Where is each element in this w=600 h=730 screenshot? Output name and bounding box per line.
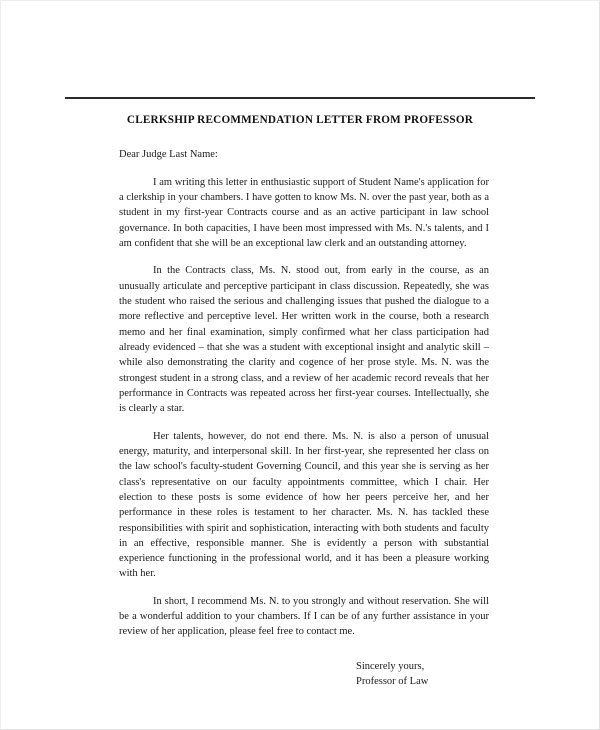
signer-title: Professor of Law — [356, 675, 429, 687]
body-paragraph: Her talents, however, do not end there. Ms. N. is also a person of unusual energy, maturity, and interpersonal skill. In her first-year, she represented her class on the law school's faculty-student Governing Council, and this year she is serving as her class's representative on our faculty appointments committee, which I chair. Her election to these posts is some evidence of how her peers perceive her, and her performance in these roles is testament to her character. Ms. N. has tackled these responsibilities with spirit and sophistication, interacting with both students and faculty in an effective, responsible manner. She is evidently a person with substantial experience functioning in the professional world, and it has been a pleasure working with her. — [119, 430, 489, 580]
header-divider-rule — [65, 97, 535, 99]
salutation-line: Dear Judge Last Name: — [119, 149, 218, 161]
signature-block — [356, 660, 536, 690]
body-paragraphs — [119, 175, 489, 640]
valediction: Sincerely yours, — [356, 660, 425, 672]
body-paragraph: In the Contracts class, Ms. N. stood out, from early in the course, as an unusually articulate and perceptive participant in class discussion. Repeatedly, she was the student who raised the serious and challenging issues that pushed the dialogue to a more reflective and perceptive level. Her written work in the course, both a research memo and her final examination, simply confirmed what her class participation had already evidenced – that she was a student with exceptional insight and analytic skill – while also demonstrating the clarity and cogence of her prose style. Ms. N. was the strongest student in a strong class, and a review of her academic record reveals that her performance in Contracts was repeated across her first-year courses. Intellectually, she is clearly a star. — [119, 265, 489, 415]
body-paragraph: I am writing this letter in enthusiastic support of Student Name's application for a clerkship in your chambers. I have gotten to know Ms. N. over the past year, both as a student in my first-year Contracts course and as an active participant in law school governance. In both capacities, I have been most impressed with Ms. N.'s talents, and I am confident that she will be an exceptional law clerk and an outstanding attorney. — [119, 176, 489, 249]
page-title: CLERKSHIP RECOMMENDATION LETTER FROM PROFESSOR — [126, 114, 474, 126]
body-paragraph: In short, I recommend Ms. N. to you strongly and without reservation. She will be a wonderful addition to your chambers. If I can be of any further assistance in your review of her application, please feel free to contact me. — [119, 595, 489, 638]
letter-content — [65, 97, 535, 690]
